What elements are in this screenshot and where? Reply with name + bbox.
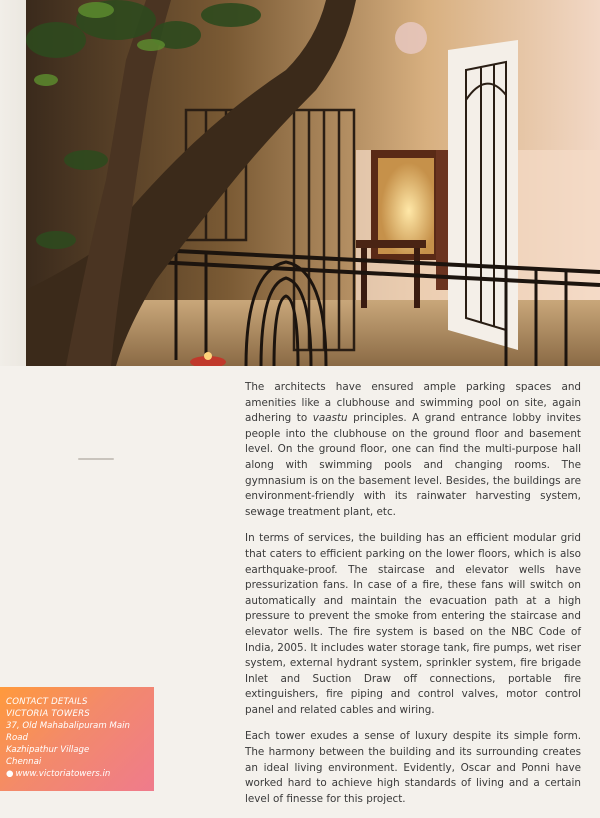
page-smudge — [78, 458, 114, 460]
contact-details-box — [0, 687, 154, 791]
contact-company: VICTORIA TOWERS — [6, 709, 90, 719]
article-body — [245, 380, 581, 818]
page-margin — [0, 0, 26, 366]
website-link[interactable]: www.victoriatowers.in — [15, 769, 111, 779]
contact-heading: CONTACT DETAILS — [6, 697, 88, 707]
contact-website[interactable] — [6, 768, 154, 780]
contact-city: Chennai — [6, 757, 42, 767]
paragraph-amenities: The architects have ensured ample parking spaces and amenities like a clubhouse and swimming pool on site, again adhering to vaastu principles. A grand entrance lobby invites people into the clubhouse on the ground floor and basement level. On the ground floor, one can find the multi-purpose hall along with swimming pools and changing rooms. The gymnasium is on the basement level. Besides, the buildings are environment-friendly with its rainwater harvesting system, sewage treatment plant, etc. — [245, 381, 581, 518]
vaastu-term: vaastu — [312, 412, 348, 425]
paragraph-services: In terms of services, the building has an efficient modular grid that caters to efficient parking on the lower floors, which is also earthquake-proof. The staircase and elevator wells have pressurization fans. In case of a fire, these fans will switch on automatically and maintain the evacuation path at a high pressure to prevent the smoke from entering the staircase and elevator wells. The fire system is based on the NBC Code of India, 2005. It includes water storage tank, fire pumps, wet riser system, external hydrant system, sprinkler system, fire brigade Inlet and Suction Draw off connections, portable fire extinguishers, fire piping and control valves, motor control panel and related cables and wiring. — [245, 532, 581, 716]
interior-photo — [26, 0, 600, 366]
globe-icon: ● — [6, 769, 14, 779]
contact-address-line2: Kazhipathur Village — [6, 745, 90, 755]
paragraph-luxury: Each tower exudes a sense of luxury despite its simple form. The harmony between the building and its surrounding creates an ideal living environment. Evidently, Oscar and Ponni have worked hard to achieve high standards of living and a certain level of finesse for this project. — [245, 730, 581, 805]
contact-address-line1: 37, Old Mahabalipuram Main Road — [6, 721, 130, 743]
